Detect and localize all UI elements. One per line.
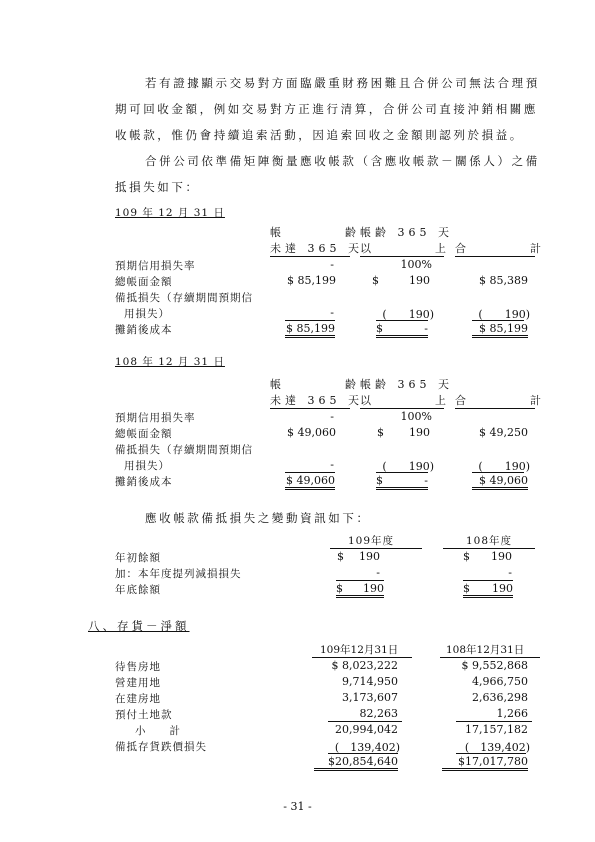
- table-108-col2-rule: [360, 408, 444, 409]
- movement-header-109: 109年度: [348, 535, 395, 547]
- table-109-gross-c2: 190: [409, 274, 430, 287]
- inventory-r1-108: $ 9,552,868: [461, 659, 528, 672]
- table-109-allowance-c2-rule: [376, 320, 428, 321]
- table-108-net-c2: -: [376, 474, 428, 490]
- inventory-header-108-rule: [440, 657, 540, 658]
- table-109-date: 109 年 12 月 31 日: [115, 207, 225, 219]
- table-109-allowance-label-2: 用損失）: [124, 308, 170, 320]
- table-108-col1-header-2: 未達 365 天: [270, 394, 363, 407]
- table-108-net-c2-currency: $: [376, 474, 383, 487]
- table-109-gross-c2-currency: $: [372, 274, 379, 287]
- movement-close-108: 190: [463, 582, 513, 598]
- movement-add-label: 加：本年度提列減損損失: [115, 568, 242, 580]
- inventory-header-109-rule: [312, 657, 412, 658]
- inventory-r4-108-rule: [456, 721, 532, 722]
- movement-add-108-rule: [463, 580, 513, 581]
- paragraph-2-line-1: 合併公司依準備矩陣衡量應收帳款（含應收帳款－關係人）之備: [145, 154, 540, 168]
- table-108-rate-c2: 100%: [400, 410, 432, 423]
- table-109-rate-c1: -: [330, 258, 334, 271]
- table-109-allowance-c3: ( 190): [478, 308, 530, 321]
- inventory-total-109: $20,854,640: [314, 755, 398, 771]
- inventory-r2-label: 營建用地: [115, 677, 161, 689]
- paragraph-1-line-3: 收帳款，惟仍會持續追索活動，因追索回收之金額則認列於損益。: [115, 128, 524, 142]
- movement-header-108: 108年度: [466, 535, 513, 547]
- inventory-allowance-109-rule: [328, 753, 398, 754]
- movement-header-109-rule: [330, 548, 422, 549]
- table-109-net-label: 攤銷後成本: [115, 324, 173, 336]
- movement-close-109: 190: [336, 582, 384, 598]
- table-108-col1-rule: [270, 408, 350, 409]
- movement-intro: 應收帳款備抵損失之變動資訊如下：: [145, 511, 371, 525]
- movement-open-label: 年初餘額: [115, 552, 161, 564]
- table-109-rate-c2: 100%: [400, 258, 432, 271]
- movement-add-109-rule: [336, 580, 384, 581]
- table-109-col1-rule: [270, 256, 350, 257]
- movement-close-109-currency: $: [336, 582, 343, 595]
- table-108-allowance-c3: ( 190): [478, 460, 530, 473]
- movement-close-108-currency: $: [463, 582, 470, 595]
- table-109-col3-rule: [455, 256, 535, 257]
- table-109-net-c1: $ 85,199: [285, 322, 335, 338]
- table-108-allowance-c3-rule: [472, 472, 524, 473]
- table-108-allowance-label-2: 用損失）: [124, 460, 170, 472]
- table-108-rate-label: 預期信用損失率: [115, 412, 196, 424]
- table-109-net-c2-currency: $: [376, 322, 383, 335]
- inventory-r2-108: 4,966,750: [472, 675, 528, 688]
- table-108-allowance-c1: -: [330, 458, 334, 471]
- inventory-subtotal-109: 20,994,042: [335, 723, 398, 736]
- table-108-net-label: 攤銷後成本: [115, 476, 173, 488]
- table-108-allowance-label-1: 備抵損失（存續期間預期信: [115, 444, 253, 456]
- table-109-rate-label: 預期信用損失率: [115, 260, 196, 272]
- inventory-r4-label: 預付土地款: [115, 709, 173, 721]
- paragraph-1-line-1: 若有證據顯示交易對方面臨嚴重財務困難且合併公司無法合理預: [145, 76, 540, 90]
- table-109-gross-c3: $ 85,389: [479, 274, 528, 287]
- table-108-rate-c1: -: [330, 410, 334, 423]
- table-108-allowance-c1-rule: [285, 472, 335, 473]
- table-109-gross-c1: $ 85,199: [287, 274, 336, 287]
- table-108-net-c1: $ 49,060: [285, 474, 335, 490]
- inventory-r3-108: 2,636,298: [472, 691, 528, 704]
- table-108-net-c3: $ 49,060: [472, 474, 528, 490]
- inventory-header-109: 109年12月31日: [320, 644, 399, 656]
- movement-add-109: -: [376, 566, 380, 579]
- table-108-gross-c3: $ 49,250: [479, 426, 528, 439]
- inventory-r4-108: 1,266: [496, 707, 528, 720]
- table-108-col2-header-1: 帳齡 365 天: [360, 378, 453, 391]
- inventory-r4-109-rule: [328, 721, 402, 722]
- table-108-gross-c2-currency: $: [377, 426, 384, 439]
- inventory-r2-109: 9,714,950: [342, 675, 398, 688]
- movement-open-108: 190: [491, 550, 512, 563]
- table-108-col3-header: 合 計: [455, 394, 545, 407]
- movement-close-label: 年底餘額: [115, 584, 161, 596]
- table-108-allowance-c2: ( 190): [382, 460, 434, 473]
- table-108-allowance-c2-rule: [376, 472, 428, 473]
- table-108-gross-label: 總帳面金額: [115, 428, 173, 440]
- inventory-r4-109: 82,263: [359, 707, 398, 720]
- inventory-r1-label: 待售房地: [115, 661, 161, 673]
- inventory-allowance-109: ( 139,402): [334, 741, 400, 754]
- inventory-r3-109: 3,173,607: [342, 691, 398, 704]
- inventory-r1-109: $ 8,023,222: [331, 659, 398, 672]
- table-108-gross-c2: 190: [409, 426, 430, 439]
- table-108-date: 108 年 12 月 31 日: [115, 356, 225, 368]
- table-109-net-c2: -: [376, 322, 428, 338]
- page-number: - 31 -: [283, 800, 312, 813]
- inventory-subtotal-label: 小 計: [135, 725, 181, 737]
- movement-open-108-currency: $: [463, 550, 470, 563]
- table-108-col1-header-1: 帳 齡: [270, 378, 360, 391]
- table-109-col2-rule: [360, 256, 444, 257]
- table-109-col1-header-2: 未達 365 天: [270, 242, 363, 255]
- movement-open-109-currency: $: [337, 550, 344, 563]
- table-108-col2-header-2: 以 上: [360, 394, 450, 407]
- movement-open-109: 190: [359, 550, 380, 563]
- inventory-r3-label: 在建房地: [115, 693, 161, 705]
- inventory-subtotal-108: 17,157,182: [465, 723, 528, 736]
- table-108-col3-rule: [455, 408, 535, 409]
- table-109-gross-label: 總帳面金額: [115, 276, 173, 288]
- paragraph-2-line-2: 抵損失如下：: [115, 180, 200, 194]
- inventory-section-title: 八、存貨－淨額: [88, 619, 190, 633]
- inventory-total-108: $17,017,780: [442, 755, 528, 771]
- movement-add-108: -: [508, 566, 512, 579]
- paragraph-1-line-2: 期可回收金額，例如交易對方正進行清算，合併公司直接沖銷相關應: [115, 102, 538, 116]
- movement-header-108-rule: [443, 548, 535, 549]
- table-109-col1-header-1: 帳 齡: [270, 226, 360, 239]
- table-109-allowance-label-1: 備抵損失（存續期間預期信: [115, 292, 253, 304]
- inventory-allowance-108: ( 139,402): [464, 741, 530, 754]
- table-109-col2-header-1: 帳齡 365 天: [360, 226, 453, 239]
- table-109-allowance-c1-rule: [285, 320, 335, 321]
- table-108-gross-c1: $ 49,060: [287, 426, 336, 439]
- table-109-col2-header-2: 以 上: [360, 242, 450, 255]
- inventory-allowance-108-rule: [456, 753, 526, 754]
- table-109-allowance-c3-rule: [472, 320, 524, 321]
- table-109-net-c3: $ 85,199: [472, 322, 528, 338]
- inventory-header-108: 108年12月31日: [446, 644, 525, 656]
- table-109-allowance-c1: -: [330, 306, 334, 319]
- table-109-col3-header: 合 計: [455, 242, 545, 255]
- inventory-allowance-label: 備抵存貨跌價損失: [115, 741, 207, 753]
- table-109-allowance-c2: ( 190): [382, 308, 434, 321]
